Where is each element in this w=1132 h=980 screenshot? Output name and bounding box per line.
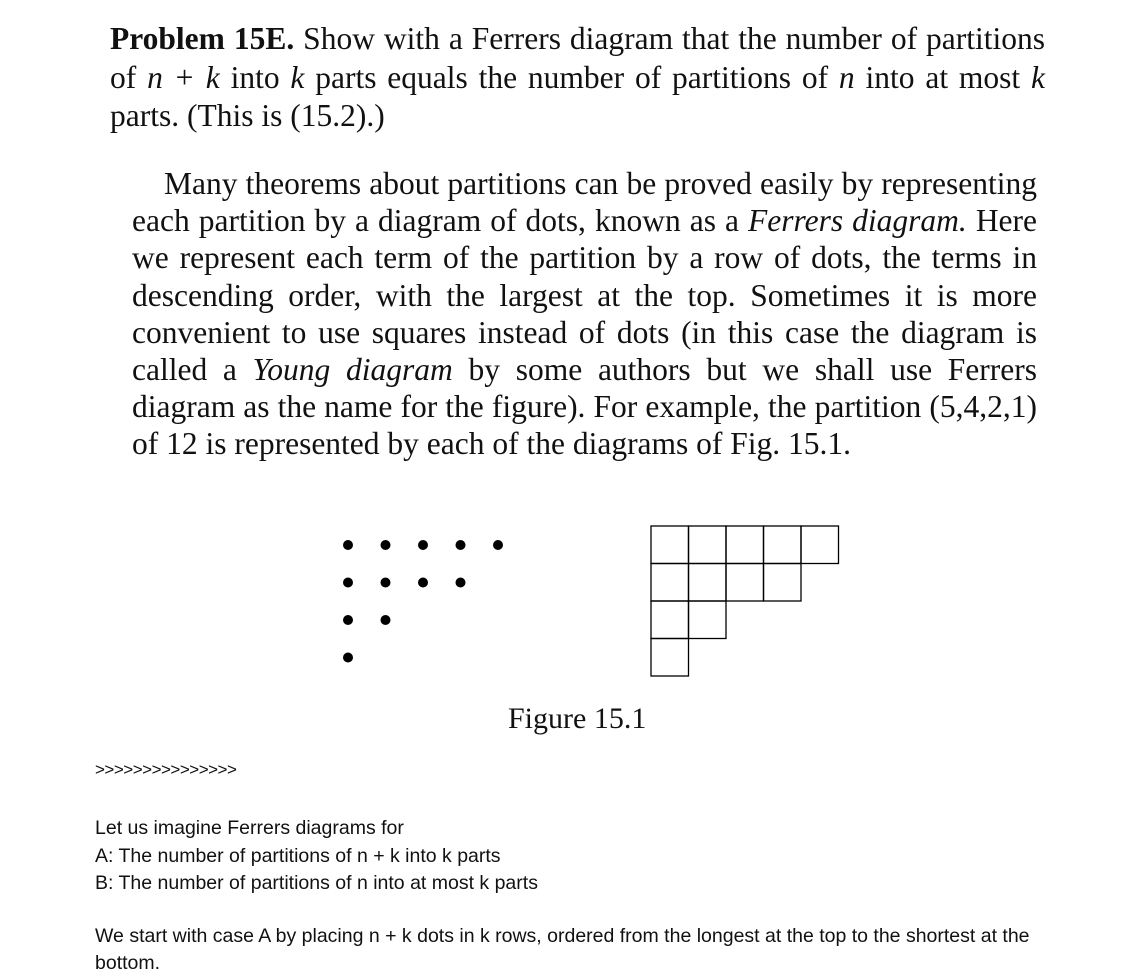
problem-math-3: n (838, 59, 855, 95)
young-box (726, 564, 764, 602)
ferrers-dot (456, 578, 466, 588)
problem-math-1: n + k (147, 59, 220, 95)
ferrers-dot (381, 540, 391, 550)
ferrers-dot (456, 540, 466, 550)
ferrers-dot (343, 578, 353, 588)
ferrers-dot (343, 540, 353, 550)
problem-text-3: parts equals the number of partitions of (304, 59, 839, 95)
dot-diagram (343, 540, 503, 663)
young-box (801, 526, 839, 564)
figure-caption: Figure 15.1 (508, 702, 647, 735)
young-box (651, 564, 689, 602)
problem-text-5: parts. (This is (15.2).) (110, 98, 385, 133)
young-box (651, 639, 689, 677)
young-box (764, 564, 802, 602)
notes-line-4: We start with case A by placing n + k dots in k rows, ordered from the longest at the top to the shortest at the bottom. (95, 924, 1030, 974)
problem-text-4: into at most (854, 59, 1031, 95)
young-box (651, 601, 689, 639)
notes-line-2: A: The number of partitions of n + k into k parts (95, 844, 501, 867)
ferrers-dot (343, 653, 353, 663)
young-box (764, 526, 802, 564)
body-emphasis-2: Young diagram (252, 352, 453, 388)
ferrers-dot (493, 540, 503, 550)
problem-statement (110, 20, 1045, 136)
body-paragraph (132, 165, 1037, 463)
ferrers-dot (343, 615, 353, 625)
young-box (689, 601, 727, 639)
ferrers-figure (300, 510, 860, 695)
problem-math-4: k (1031, 59, 1045, 95)
notes-gap (95, 898, 1055, 923)
young-diagram (651, 526, 839, 676)
separator-arrows: >>>>>>>>>>>>>>> (95, 760, 237, 779)
problem-math-2: k (290, 59, 305, 95)
young-box (726, 526, 764, 564)
notes-line-1: Let us imagine Ferrers diagrams for (95, 817, 404, 839)
ferrers-dot (381, 615, 391, 625)
body-text-2: Here we represent each term of the partition by a row of dots, the terms in descending order, with the largest at the top. Sometimes it is more convenient to use squares instead of dots (in this case the diagram is called a (132, 203, 1038, 388)
notes-line-3: B: The number of partitions of n into at most k parts (95, 872, 538, 894)
young-box (651, 526, 689, 564)
problem-heading: Problem 15E. (110, 21, 295, 56)
problem-text-1: Show with a Ferrers diagram that the number of partitions of (110, 21, 1045, 95)
young-box (689, 526, 727, 564)
ferrers-dot (381, 578, 391, 588)
ferrers-dot (418, 540, 428, 550)
body-emphasis-1: Ferrers diagram. (748, 203, 967, 239)
notes-section (95, 815, 1055, 978)
problem-text-2: into (219, 59, 291, 95)
ferrers-dot (418, 578, 428, 588)
body-text-3: by some authors but we shall use Ferrers diagram as the name for the figure). For example, the partition (5,4,2,1) of 12 is represented by each of the diagrams of Fig. 15.1. (132, 352, 1037, 462)
young-box (689, 564, 727, 602)
body-text-1: Many theorems about partitions can be proved easily by representing each partition by a diagram of dots, known as a (132, 166, 1037, 239)
